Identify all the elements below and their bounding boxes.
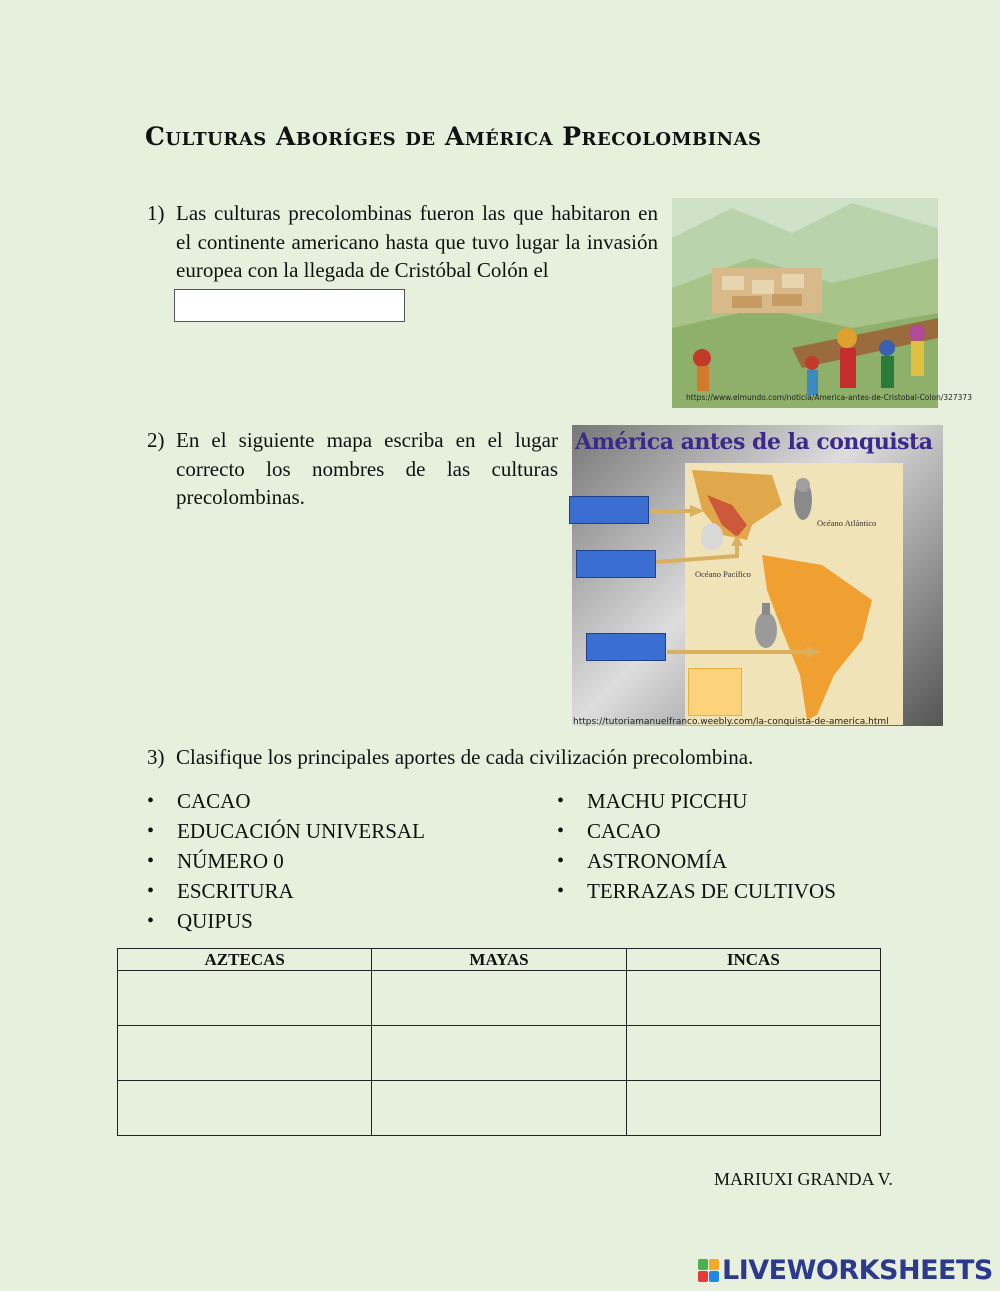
table-row — [118, 971, 881, 1026]
image-credit-1: https://www.elmundo.com/noticia/America-antes-de-Cristobal-Colon/327373 — [686, 393, 972, 402]
list-item: • ASTRONOMÍA — [557, 846, 836, 876]
brand-name: LIVEWORKSHEETS — [722, 1255, 993, 1286]
liveworksheets-logo-icon — [698, 1259, 720, 1283]
answer-cell[interactable] — [372, 1026, 626, 1081]
question-2-text: En el siguiente mapa escriba en el lugar correcto los nombres de las culturas precolombinas. — [176, 428, 558, 509]
map-label-atlantic: Océano Atlántico — [817, 518, 877, 528]
question-1-number: 1) — [147, 201, 165, 225]
answer-cell[interactable] — [626, 1081, 880, 1136]
question-2-number: 2) — [147, 428, 165, 452]
contributions-list-left — [147, 786, 425, 936]
answer-cell[interactable] — [118, 1026, 372, 1081]
table-row — [118, 1026, 881, 1081]
map-title: América antes de la conquista — [575, 429, 933, 455]
list-item: • CACAO — [147, 786, 425, 816]
answer-input-date[interactable] — [174, 289, 405, 322]
question-1-text: Las culturas precolombinas fueron las que habitaron en el continente americano hasta que tuvo lugar la invasión europea con la llegada de Cristóbal Colón el — [176, 201, 658, 282]
answer-cell[interactable] — [118, 971, 372, 1026]
answer-cell[interactable] — [626, 971, 880, 1026]
contributions-list-right — [557, 786, 836, 906]
answer-cell[interactable] — [372, 1081, 626, 1136]
list-item: • MACHU PICCHU — [557, 786, 836, 816]
list-item: • EDUCACIÓN UNIVERSAL — [147, 816, 425, 846]
answer-cell[interactable] — [118, 1081, 372, 1136]
column-header-incas: INCAS — [626, 949, 880, 971]
precolumbian-village-image — [672, 198, 938, 408]
list-item: • ESCRITURA — [147, 876, 425, 906]
table-header-row — [118, 949, 881, 971]
map-label-pacific: Océano Pacífico — [695, 569, 751, 579]
map-answer-box-2[interactable] — [576, 550, 656, 578]
question-3-number: 3) — [147, 745, 165, 769]
map-answer-box-pale[interactable] — [688, 668, 742, 716]
page-title: Culturas Aboríges de América Precolombinas — [145, 122, 762, 151]
column-header-aztecas: AZTECAS — [118, 949, 372, 971]
list-item: • QUIPUS — [147, 906, 425, 936]
list-item: • NÚMERO 0 — [147, 846, 425, 876]
author-name: MARIUXI GRANDA V. — [714, 1169, 893, 1189]
classification-table — [117, 948, 881, 1136]
answer-cell[interactable] — [372, 971, 626, 1026]
column-header-mayas: MAYAS — [372, 949, 626, 971]
list-item: • CACAO — [557, 816, 836, 846]
answer-cell[interactable] — [626, 1026, 880, 1081]
image-credit-2: https://tutoriamanuelfranco.weebly.com/la-conquista-de-america.html — [573, 717, 889, 727]
question-3-text: Clasifique los principales aportes de cada civilización precolombina. — [176, 745, 754, 769]
table-row — [118, 1081, 881, 1136]
list-item: • TERRAZAS DE CULTIVOS — [557, 876, 836, 906]
map-answer-box-3[interactable] — [586, 633, 666, 661]
map-answer-box-1[interactable] — [569, 496, 649, 524]
